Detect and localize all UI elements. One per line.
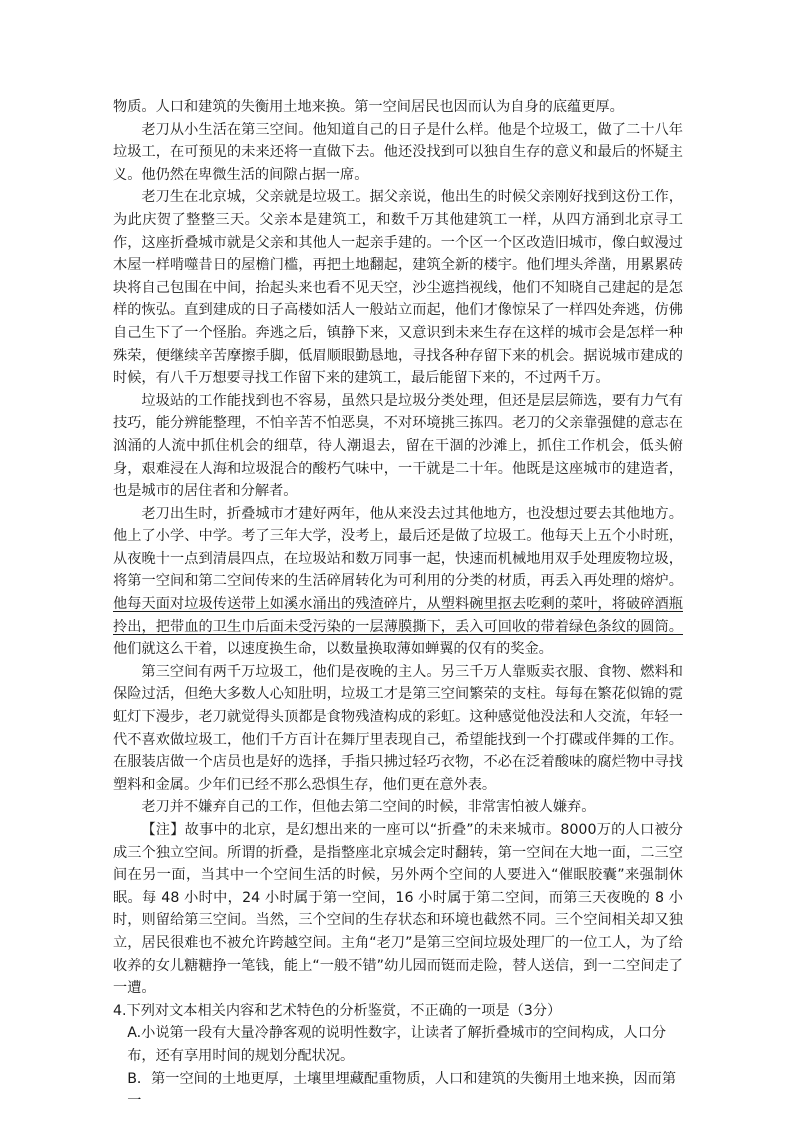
annotation-note: 【注】故事中的北京，是幻想出来的一座可以“折叠”的未来城市。8000万的人口被分成三个独立空间。所谓的折叠，是指整座北京城会定时翻转，第一空间在大地一面，二三空间在另一面，当其中一个空间生活的时候，另外两个空间的人要进入“催眠胶囊”来强制休眠。每 48 小时中，24 小时属于第一空间，16 小时属于第二空间，而第三天夜晚的 8 小时，则留给第三空间。当然，三个空间的生存状态和环境也截然不同。三个空间相关却又独立，居民很难也不被允许跨越空间。主角“老刀”是第三空间垃圾处理厂的一位工人，为了给收养的女儿糖糖挣一笔钱，能上“一般不错”幼儿园而铤而走险，替人送信，到一二空间走了一遭。 — [113, 822, 683, 997]
paragraph-laodao-work — [113, 503, 683, 661]
paragraph-text: 他们就这么干着，以速度换生命，以数量换取薄如蝉翼的仅有的奖金。 — [113, 641, 553, 658]
paragraph-second-space-fear: 老刀并不嫌弃自己的工作，但他去第二空间的时候，非常害怕被人嫌弃。 — [141, 799, 596, 816]
paragraph-laodao-childhood: 老刀从小生活在第三空间。他知道自己的日子是什么样。他是个垃圾工，做了二十八年垃圾工，在可预见的未来还将一直做下去。他还没找到可以独自生存的意义和最后的怀疑主义。他仍然在卑微生活的间隙占据一席。 — [113, 121, 683, 183]
question-stem: 4.下列对文本相关内容和艺术特色的分析鉴赏，不正确的一项是（3分） — [113, 1002, 562, 1019]
document-page — [113, 96, 683, 1113]
paragraph-continued: 物质。人口和建筑的失衡用土地来换。第一空间居民也因而认为自身的底蕴更厚。 — [113, 99, 624, 115]
option-a: A.小说第一段有大量冷静客观的说明性数字，让读者了解折叠城市的空间构成，人口分布，还有享用时间的规划分配状况。 — [127, 1025, 667, 1064]
paragraph-father-builder: 老刀生在北京城，父亲就是垃圾工。据父亲说，他出生的时候父亲刚好找到这份工作，为此庆贺了整整三天。父亲本是建筑工，和数千万其他建筑工一样，从四方涌到北京寻工作，这座折叠城市就是父亲和其他人一起亲手建的。一个区一个区改造旧城市，像白蚁漫过木屋一样啃噬昔日的屋檐门槛，再把土地翻起，建筑全新的楼宇。他们埋头斧凿，用累累砖块将自己包围在中间，抬起头来也看不见天空，沙尘遮挡视线，他们不知晓自己建起的是怎样的恢弘。直到建成的日子高楼如活人一般站立而起，他们才像惊呆了一样四处奔逃，仿佛自己生下了一个怪胎。奔逃之后，镇静下来，又意识到未来生存在这样的城市会是怎样一种殊荣，便继续辛苦摩擦手脚，低眉顺眼勤恳地，寻找各种存留下来的机会。据说城市建成的时候，有八千万想要寻找工作留下来的建筑工，最后能留下来的，不过两千万。 — [113, 189, 683, 387]
paragraph-garbage-station: 垃圾站的工作能找到也不容易，虽然只是垃圾分类处理，但还是层层筛选，要有力气有技巧，能分辨能整理，不怕辛苦不怕恶臭，不对环境挑三拣四。老刀的父亲靠强健的意志在汹涌的人流中抓住机会的细草，待人潮退去，留在干涸的沙滩上，抓住工作机会，低头俯身，艰难浸在人海和垃圾混合的酸朽气味中，一干就是二十年。他既是这座城市的建造者，也是城市的居住者和分解者。 — [113, 392, 683, 500]
paragraph-text: 老刀出生时，折叠城市才建好两年，他从来没去过其他地方，也没想过要去其他地方。他上了小学、中学。考了三年大学，没考上，最后还是做了垃圾工。他每天上五个小时班，从夜晚十一点到清晨四点，在垃圾站和数万同事一起，快速而机械地用双手处理废物垃圾，将第一空间和第二空间传来的生活碎屑转化为可利用的分类的材质，再丢入再处理的熔炉。 — [113, 505, 683, 590]
paragraph-third-space: 第三空间有两千万垃圾工，他们是夜晚的主人。另三千万人靠贩卖衣服、食物、燃料和保险过活，但绝大多数人心知肚明，垃圾工才是第三空间繁荣的支柱。每每在繁花似锦的霓虹灯下漫步，老刀就觉得头顶都是食物残渣构成的彩虹。这种感觉他没法和人交流，年轻一代不喜欢做垃圾工，他们千方百计在舞厅里表现自己，希望能找到一个打碟或伴舞的工作。在服装店做一个店员也是好的选择，手指只拂过轻巧衣物，不必在泛着酸味的腐烂物中寻找塑料和金属。少年们已经不那么恐惧生存，他们更在意外表。 — [113, 663, 683, 793]
option-b: B．第一空间的土地更厚，土壤里埋藏配重物质，人口和建筑的失衡用土地来换，因而第一 — [127, 1070, 677, 1110]
underlined-passage: 他每天面对垃圾传送带上如溪水涌出的残渣碎片，从塑料碗里抠去吃剩的菜叶，将破碎酒瓶拎出，把带血的卫生巾后面未受污染的一层薄膜撕下，丢入可回收的带着绿色条纹的圆筒。 — [113, 596, 683, 635]
